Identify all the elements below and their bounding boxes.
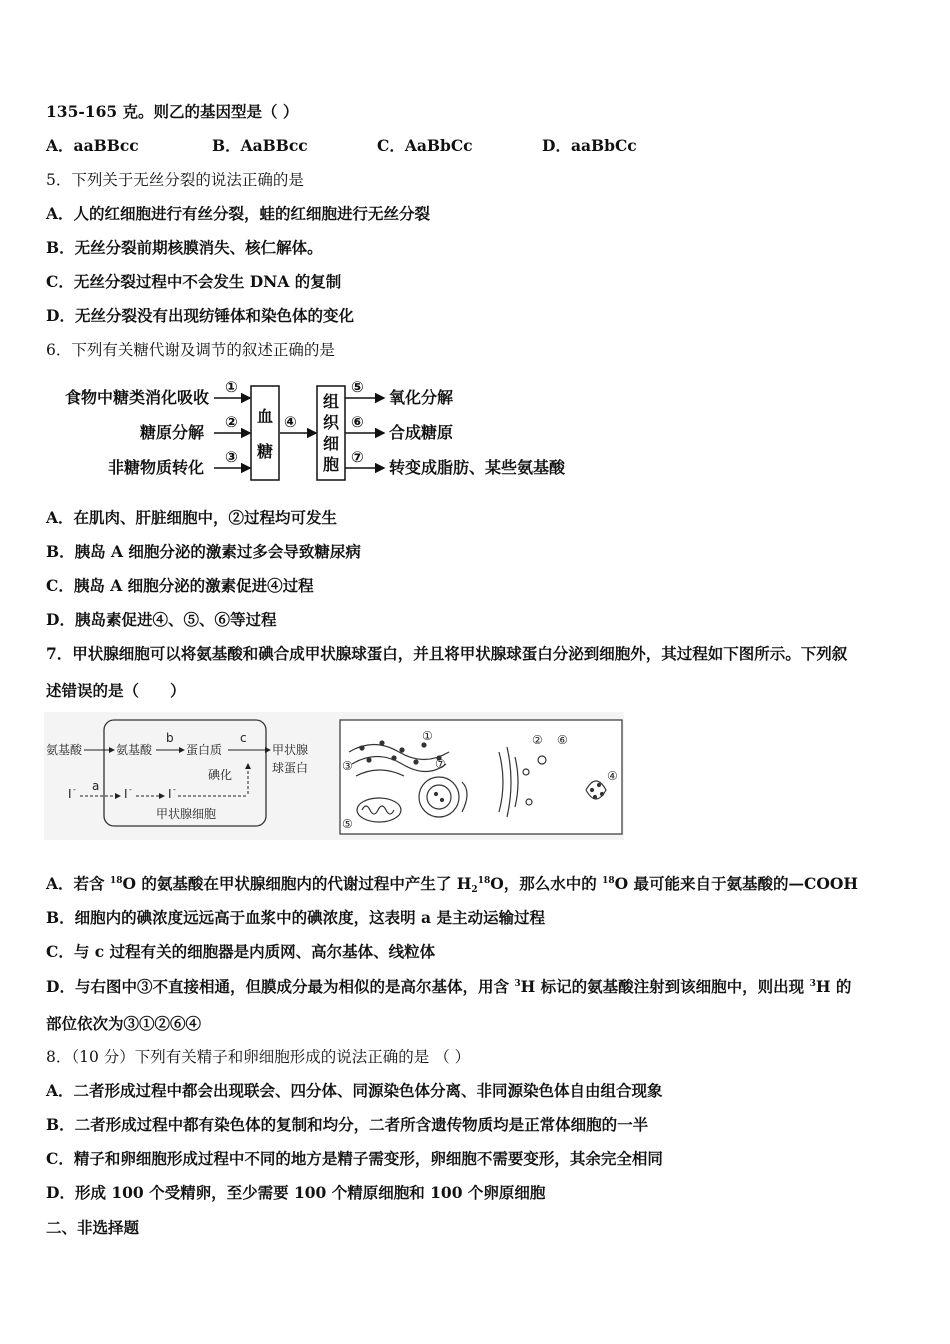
blood-char-2: 糖 — [256, 442, 274, 461]
blood-char-1: 血 — [256, 407, 274, 426]
q7-option-d-cont: 部位依次为③①②⑥④ — [46, 1014, 202, 1033]
label-n7: ⑦ — [351, 448, 364, 466]
source-nonsugar: 非糖物质转化 — [107, 458, 204, 477]
q4-stem-tail: 135-165 克。则乙的基因型是（ ） — [46, 102, 299, 121]
product-1: 甲状腺 — [272, 743, 309, 757]
q4-option-b[interactable]: B．AaBBcc — [212, 136, 308, 155]
q7-stem-2: 述错误的是（ ） — [46, 681, 186, 700]
q7-option-a[interactable]: A．若含 $^{18}$O 的氨基酸在甲状腺细胞内的代谢过程中产生了 $H_2^{18}O$，那么水中的 $^{18}$O 最可能来自于氨基酸的—COOH — [46, 874, 859, 895]
cell-label: 甲状腺细胞 — [156, 807, 217, 821]
tissue-char-3: 细 — [322, 434, 340, 453]
cell-label-n6: ⑥ — [557, 733, 568, 747]
q5-option-d[interactable]: D．无丝分裂没有出现纺锤体和染色体的变化 — [46, 306, 354, 325]
tissue-char-1: 组 — [322, 392, 340, 411]
q7-option-c[interactable]: C．与 c 过程有关的细胞器是内质网、高尔基体、线粒体 — [46, 942, 436, 961]
out-oxidation: 氧化分解 — [389, 388, 454, 407]
label-b: b — [166, 731, 174, 745]
q8-option-c[interactable]: C．精子和卵细胞形成过程中不同的地方是精子需变形，卵细胞不需要变形，其余完全相同 — [46, 1149, 663, 1168]
iodine-inside-2: I — [168, 787, 172, 801]
out-glycogen-synthesis: 合成糖原 — [389, 423, 454, 442]
svg-text:-: - — [129, 785, 132, 794]
right-cell-diagram — [340, 720, 622, 834]
aa-outside: 氨基酸 — [46, 743, 83, 757]
cell-label-n5: ⑤ — [342, 817, 353, 831]
q7-stem-1: 7．甲状腺细胞可以将氨基酸和碘合成甲状腺球蛋白，并且将甲状腺球蛋白分泌到细胞外，其过程如下图所示。下列叙 — [46, 644, 848, 663]
label-a: a — [92, 779, 100, 793]
cell-label-n3: ③ — [342, 759, 353, 773]
q4-option-a[interactable]: A．aaBBcc — [46, 136, 139, 155]
protein: 蛋白质 — [186, 743, 223, 757]
q8-option-a[interactable]: A．二者形成过程中都会出现联会、四分体、同源染色体分离、非同源染色体自由组合现象 — [46, 1081, 663, 1100]
tissue-char-4: 胞 — [322, 455, 340, 474]
q5-option-c[interactable]: C．无丝分裂过程中不会发生 DNA 的复制 — [46, 272, 342, 291]
iodine-inside-1: I — [124, 787, 128, 801]
q6-option-d[interactable]: D．胰岛素促进④、⑤、⑥等过程 — [46, 610, 277, 629]
q6-option-b[interactable]: B．胰岛 A 细胞分泌的激素过多会导致糖尿病 — [46, 542, 361, 561]
q7-option-d[interactable]: D．与右图中③不直接相通，但膜成分最为相似的是高尔基体，用含 $^3$H 标记的氨基酸注射到该细胞中，则出现 $^3$H 的 — [46, 977, 852, 996]
thyroid-cell-diagram — [44, 712, 624, 840]
svg-text:-: - — [173, 785, 176, 794]
q6-stem: 6．下列有关糖代谢及调节的叙述正确的是 — [46, 341, 335, 359]
label-n4: ④ — [284, 413, 297, 431]
iodine-outside: I — [68, 787, 72, 801]
label-n3: ③ — [225, 448, 238, 466]
q6-option-c[interactable]: C．胰岛 A 细胞分泌的激素促进④过程 — [46, 576, 314, 595]
q8-stem: 8．（10 分）下列有关精子和卵细胞形成的说法正确的是 （ ） — [46, 1048, 471, 1066]
label-n6: ⑥ — [351, 413, 364, 431]
glucose-metabolism-diagram — [44, 377, 604, 483]
source-glycogen: 糖原分解 — [139, 423, 204, 442]
aa-inside: 氨基酸 — [116, 743, 153, 757]
label-n1: ① — [225, 378, 238, 396]
label-n5: ⑤ — [351, 378, 364, 396]
cell-label-n4: ④ — [607, 769, 618, 783]
cell-label-n2: ② — [532, 733, 543, 747]
q8-option-d[interactable]: D．形成 100 个受精卵，至少需要 100 个精原细胞和 100 个卵原细胞 — [46, 1183, 546, 1202]
q4-options — [46, 136, 666, 156]
blood-sugar-box — [251, 386, 279, 480]
tissue-char-2: 织 — [322, 413, 340, 432]
q4-option-c[interactable]: C．AaBbCc — [377, 136, 473, 155]
q8-option-b[interactable]: B．二者形成过程中都有染色体的复制和均分，二者所含遗传物质均是正常体细胞的一半 — [46, 1115, 649, 1134]
q5-option-b[interactable]: B．无丝分裂前期核膜消失、核仁解体。 — [46, 238, 323, 257]
q7-option-b[interactable]: B．细胞内的碘浓度远远高于血浆中的碘浓度，这表明 a 是主动运输过程 — [46, 908, 545, 927]
cell-label-n7: ⑦ — [435, 757, 446, 771]
svg-text:-: - — [73, 785, 76, 794]
source-food: 食物中糖类消化吸收 — [64, 388, 209, 407]
label-c: c — [240, 731, 247, 745]
q5-option-a[interactable]: A．人的红细胞进行有丝分裂，蛙的红细胞进行无丝分裂 — [46, 204, 431, 223]
q6-option-a[interactable]: A．在肌肉、肝脏细胞中，②过程均可发生 — [46, 508, 338, 527]
q5-stem: 5．下列关于无丝分裂的说法正确的是 — [46, 171, 304, 189]
label-n2: ② — [225, 413, 238, 431]
q4-option-d[interactable]: D．aaBbCc — [542, 136, 637, 155]
cell-label-n1: ① — [422, 729, 433, 743]
iodination: 碘化 — [208, 768, 233, 782]
product-2: 球蛋白 — [272, 761, 309, 775]
section-heading: 二、非选择题 — [46, 1218, 140, 1237]
out-conversion: 转变成脂肪、某些氨基酸 — [389, 458, 566, 477]
